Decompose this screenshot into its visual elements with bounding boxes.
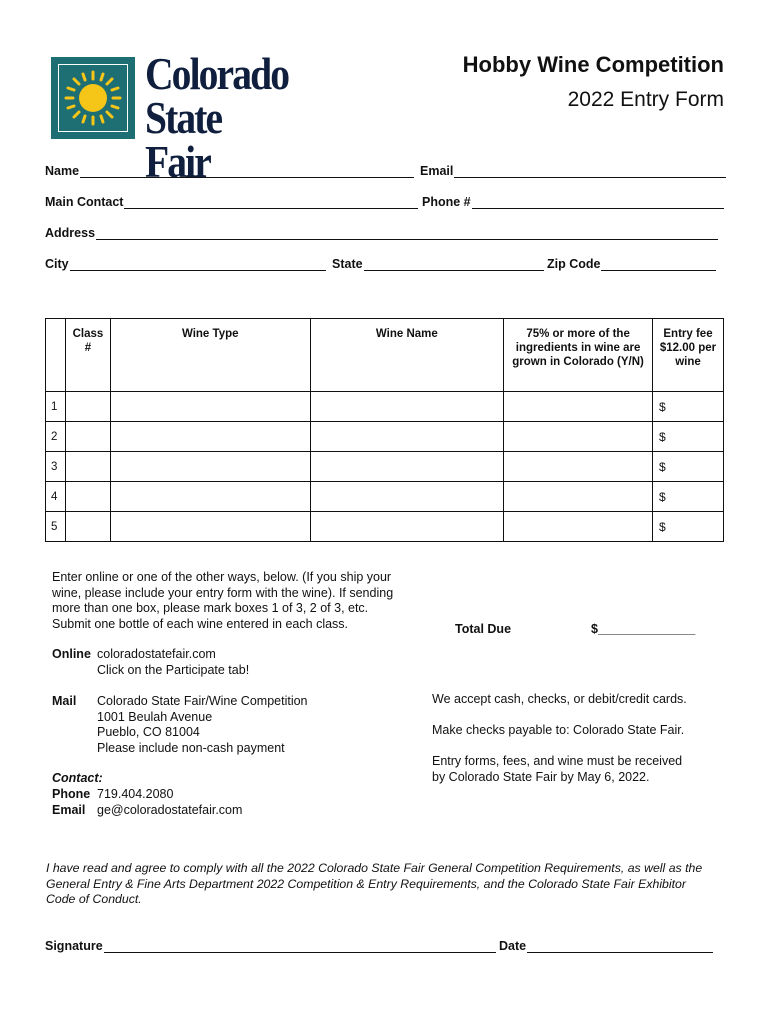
- main-contact-field[interactable]: [45, 195, 418, 209]
- class-cell[interactable]: [65, 482, 110, 512]
- mail-address: [97, 694, 308, 756]
- header-row-number: [46, 319, 66, 392]
- name-label: Name: [45, 164, 80, 178]
- page-title: Hobby Wine Competition: [462, 52, 724, 77]
- email-field[interactable]: [420, 164, 726, 178]
- header-entry-fee: Entry fee $12.00 per wine: [653, 319, 724, 392]
- state-line[interactable]: [364, 259, 544, 271]
- instructions-line: Enter online or one of the other ways, below. (If you ship your: [52, 570, 392, 584]
- fee-cell[interactable]: $: [653, 512, 724, 542]
- table-row: [46, 482, 724, 512]
- row-number: 2: [46, 422, 66, 452]
- contact-email-label: Email: [52, 803, 86, 817]
- colorado-cell[interactable]: [504, 392, 653, 422]
- class-cell[interactable]: [65, 512, 110, 542]
- row-number: 4: [46, 482, 66, 512]
- address-label: Address: [45, 226, 96, 240]
- header-colorado-ingredients: 75% or more of the ingredients in wine are grown in Colorado (Y/N): [504, 319, 653, 392]
- table-row: [46, 452, 724, 482]
- contact-label: Contact:: [52, 771, 103, 785]
- payment-payable: Make checks payable to: Colorado State Fair.: [432, 723, 685, 737]
- class-cell[interactable]: [65, 422, 110, 452]
- date-label: Date: [499, 939, 527, 953]
- instructions-line: wine, please include your entry form with the wine). If sending: [52, 585, 394, 600]
- entry-table: [45, 318, 724, 542]
- phone-label: Phone #: [422, 195, 471, 209]
- fee-cell[interactable]: $: [653, 422, 724, 452]
- header-wine-type: Wine Type: [110, 319, 310, 392]
- online-note: Click on the Participate tab!: [97, 663, 250, 677]
- header-wine-name: Wine Name: [310, 319, 504, 392]
- main-contact-line[interactable]: [124, 197, 418, 209]
- name-line[interactable]: [80, 166, 414, 178]
- mail-line: Please include non-cash payment: [97, 740, 285, 755]
- wine-type-cell[interactable]: [110, 482, 310, 512]
- colorado-cell[interactable]: [504, 482, 653, 512]
- agreement-line: I have read and agree to comply with all the 2022 Colorado State Fair General Competition Requirements, as well as the: [46, 861, 703, 875]
- deadline-line: by Colorado State Fair by May 6, 2022.: [432, 769, 650, 784]
- phone-line[interactable]: [472, 197, 724, 209]
- header-class: Class #: [65, 319, 110, 392]
- mail-label: Mail: [52, 694, 77, 708]
- wine-type-cell[interactable]: [110, 392, 310, 422]
- instructions-line: Submit one bottle of each wine entered in each class.: [52, 616, 349, 631]
- wine-name-cell[interactable]: [310, 482, 504, 512]
- class-cell[interactable]: [65, 452, 110, 482]
- sun-logo-box: [51, 57, 135, 139]
- sun-icon: [58, 64, 128, 132]
- address-line[interactable]: [96, 228, 718, 240]
- mail-line: 1001 Beulah Avenue: [97, 709, 213, 724]
- email-label: Email: [420, 164, 454, 178]
- instructions-line: more than one box, please mark boxes 1 of 3, 2 of 3, etc.: [52, 601, 369, 615]
- zip-code-line[interactable]: [601, 259, 716, 271]
- state-field[interactable]: [332, 257, 544, 271]
- wine-type-cell[interactable]: [110, 422, 310, 452]
- date-line[interactable]: [527, 941, 713, 953]
- date-field[interactable]: [499, 939, 713, 953]
- total-due-label: Total Due: [455, 622, 512, 636]
- online-label: Online: [52, 647, 91, 661]
- agreement-line: Code of Conduct.: [46, 892, 142, 906]
- online-url[interactable]: coloradostatefair.com: [97, 647, 216, 661]
- table-header-row: [46, 319, 724, 392]
- mail-line: Colorado State Fair/Wine Competition: [97, 694, 308, 708]
- row-number: 5: [46, 512, 66, 542]
- payment-deadline: [432, 754, 682, 785]
- colorado-cell[interactable]: [504, 452, 653, 482]
- mail-line: Pueblo, CO 81004: [97, 725, 200, 739]
- agreement-line: General Entry & Fine Arts Department 2022 Competition & Entry Requirements, and the Colorado State Fair Exhibitor: [46, 876, 686, 891]
- row-number: 3: [46, 452, 66, 482]
- wine-name-cell[interactable]: [310, 392, 504, 422]
- instructions: [52, 570, 393, 632]
- payment-accepted: We accept cash, checks, or debit/credit cards.: [432, 692, 687, 706]
- row-number: 1: [46, 392, 66, 422]
- contact-phone-label: Phone: [52, 787, 91, 801]
- city-line[interactable]: [70, 259, 326, 271]
- city-label: City: [45, 257, 69, 271]
- signature-label: Signature: [45, 939, 103, 953]
- signature-line[interactable]: [104, 941, 496, 953]
- name-field[interactable]: [45, 164, 414, 178]
- fee-cell[interactable]: $: [653, 452, 724, 482]
- email-line[interactable]: [454, 166, 726, 178]
- address-field[interactable]: [45, 226, 718, 240]
- table-row: [46, 392, 724, 422]
- signature-field[interactable]: [45, 939, 496, 953]
- fee-cell[interactable]: $: [653, 392, 724, 422]
- wine-name-cell[interactable]: [310, 422, 504, 452]
- main-contact-label: Main Contact: [45, 195, 124, 209]
- city-field[interactable]: [45, 257, 326, 271]
- page-subtitle: 2022 Entry Form: [567, 88, 724, 111]
- wine-type-cell[interactable]: [110, 452, 310, 482]
- state-label: State: [332, 257, 363, 271]
- colorado-cell[interactable]: [504, 512, 653, 542]
- contact-email[interactable]: ge@coloradostatefair.com: [97, 803, 243, 817]
- zip-code-label: Zip Code: [547, 257, 601, 271]
- contact-phone[interactable]: 719.404.2080: [97, 787, 174, 801]
- zip-code-field[interactable]: [547, 257, 716, 271]
- colorado-cell[interactable]: [504, 422, 653, 452]
- wine-name-cell[interactable]: [310, 512, 504, 542]
- deadline-line: Entry forms, fees, and wine must be received: [432, 754, 683, 768]
- fee-cell[interactable]: $: [653, 482, 724, 512]
- table-row: [46, 422, 724, 452]
- total-due-value[interactable]: $______________: [591, 622, 696, 636]
- table-row: [46, 512, 724, 542]
- logo-text-colorado: Colorado: [145, 48, 289, 99]
- wine-name-cell[interactable]: [310, 452, 504, 482]
- wine-type-cell[interactable]: [110, 512, 310, 542]
- class-cell[interactable]: [65, 392, 110, 422]
- agreement-text: [46, 861, 702, 908]
- logo-text-state-fair: State Fair: [145, 92, 222, 187]
- phone-field[interactable]: [422, 195, 724, 209]
